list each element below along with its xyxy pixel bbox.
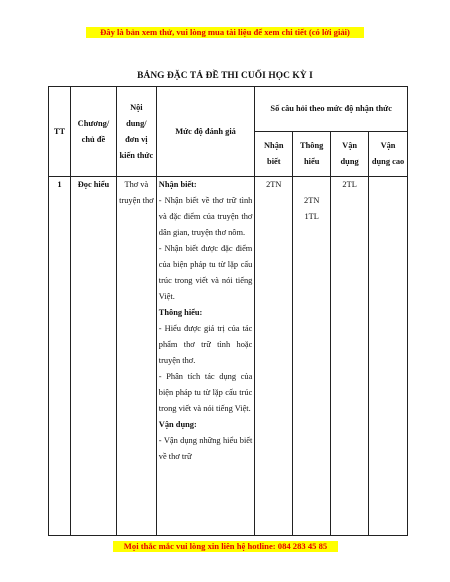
level-item: - Phân tích tác dụng của biện pháp tu từ lặp cấu trúc trong viết và nói tiếng Việt. — [158, 372, 253, 413]
level-heading-understand: Thông hiểu: — [158, 308, 203, 317]
header-understand: Thông hiểu — [293, 132, 331, 177]
apply-value: 2TL — [342, 180, 357, 189]
level-heading-apply: Vận dụng: — [158, 420, 197, 429]
header-apply: Vận dụng — [331, 132, 369, 177]
specification-table — [48, 86, 408, 536]
header-apply-high: Vận dụng cao — [369, 132, 408, 177]
level-item: - Hiểu được giá trị của tác phẩm thơ trữ tình hoặc truyện thơ. — [158, 324, 253, 365]
row-apply-count — [331, 177, 369, 536]
understand-value-1: 2TN — [304, 196, 320, 205]
document-title: BẢNG ĐẶC TẢ ĐỀ THI CUỐI HỌC KỲ I — [137, 71, 313, 81]
header-level: Mức độ đánh giá — [156, 87, 255, 177]
header-chapter: Chương/ chủ đề — [70, 87, 116, 177]
row-tt: 1 — [49, 177, 71, 536]
hotline-banner: Mọi thắc mắc vui lòng xin liên hệ hotline: 084 283 45 85 — [113, 541, 338, 552]
table-header-row — [49, 87, 408, 132]
recognize-value: 2TN — [266, 180, 282, 189]
preview-notice-banner: Đây là bản xem thử, vui lòng mua tài liệu để xem chi tiết (có lời giải) — [86, 27, 364, 38]
header-content: Nội dung/ đơn vị kiến thức — [116, 87, 156, 177]
level-item: - Vận dụng những hiểu biết về thơ trữ — [158, 436, 253, 461]
header-recognize: Nhận biết — [255, 132, 293, 177]
row-apply-high-count — [369, 177, 408, 536]
row-content: Thơ và truyện thơ — [116, 177, 156, 536]
row-understand-count — [293, 177, 331, 536]
level-heading-recognize: Nhận biết: — [158, 180, 197, 189]
row-recognize-count — [255, 177, 293, 536]
row-level-description — [156, 177, 255, 536]
level-item: - Nhận biết về thơ trữ tình và đặc điểm của truyện thơ dân gian, truyện thơ nôm. — [158, 196, 253, 237]
row-chapter: Đọc hiểu — [70, 177, 116, 536]
level-item: - Nhận biết được đặc điểm của biện pháp tu từ lặp cấu trúc trong viết và nói tiếng Việt. — [158, 244, 253, 301]
table-row — [49, 177, 408, 536]
header-question-group: Số câu hỏi theo mức độ nhận thức — [255, 87, 408, 132]
understand-value-2: 1TL — [304, 212, 319, 221]
header-tt: TT — [49, 87, 71, 177]
